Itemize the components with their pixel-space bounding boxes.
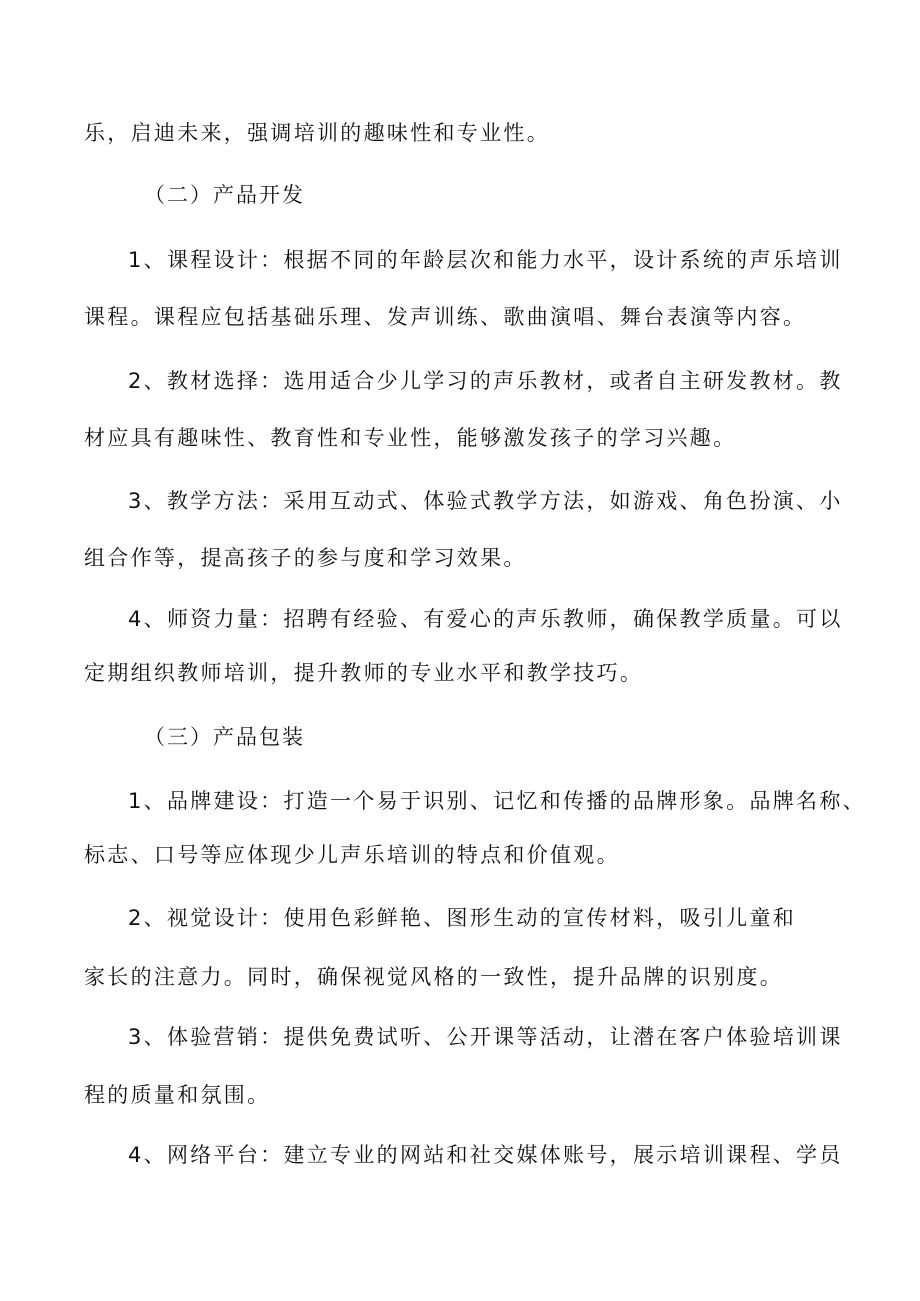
paragraph-line: 组合作等，提高孩子的参与度和学习效果。 xyxy=(84,546,527,570)
paragraph-line: 1、品牌建设：打造一个易于识别、记忆和传播的品牌形象。品牌名称、 xyxy=(128,789,866,813)
section-heading-product-development: （二）产品开发 xyxy=(144,183,305,207)
paragraph-line: 程的质量和氛围。 xyxy=(84,1083,271,1107)
paragraph-line: 乐，启迪未来，强调培训的趣味性和专业性。 xyxy=(84,121,550,145)
paragraph-line: 2、教材选择：选用适合少儿学习的声乐教材，或者自主研发教材。教 xyxy=(128,369,843,393)
paragraph-line: 定期组织教师培训，提升教师的专业水平和教学技巧。 xyxy=(84,661,644,685)
paragraph-line: 材应具有趣味性、教育性和专业性，能够激发孩子的学习兴趣。 xyxy=(84,426,737,450)
paragraph-line: 3、教学方法：采用互动式、体验式教学方法，如游戏、角色扮演、小 xyxy=(128,489,843,513)
paragraph-line: 3、体验营销：提供免费试听、公开课等活动，让潜在客户体验培训课 xyxy=(128,1025,843,1049)
paragraph-line: 1、课程设计：根据不同的年龄层次和能力水平，设计系统的声乐培训 xyxy=(128,248,843,272)
section-heading-product-packaging: （三）产品包装 xyxy=(144,725,305,749)
paragraph-line: 4、师资力量：招聘有经验、有爱心的声乐教师，确保教学质量。可以 xyxy=(128,607,843,631)
paragraph-line: 4、网络平台：建立专业的网站和社交媒体账号，展示培训课程、学员 xyxy=(128,1143,843,1167)
paragraph-line: 家长的注意力。同时，确保视觉风格的一致性，提升品牌的识别度。 xyxy=(84,965,783,989)
paragraph-line: 课程。课程应包括基础乐理、发声训练、歌曲演唱、舞台表演等内容。 xyxy=(84,305,807,329)
paragraph-line: 2、视觉设计：使用色彩鲜艳、图形生动的宣传材料，吸引儿童和 xyxy=(128,906,797,930)
paragraph-line: 标志、口号等应体现少儿声乐培训的特点和价值观。 xyxy=(84,843,620,867)
